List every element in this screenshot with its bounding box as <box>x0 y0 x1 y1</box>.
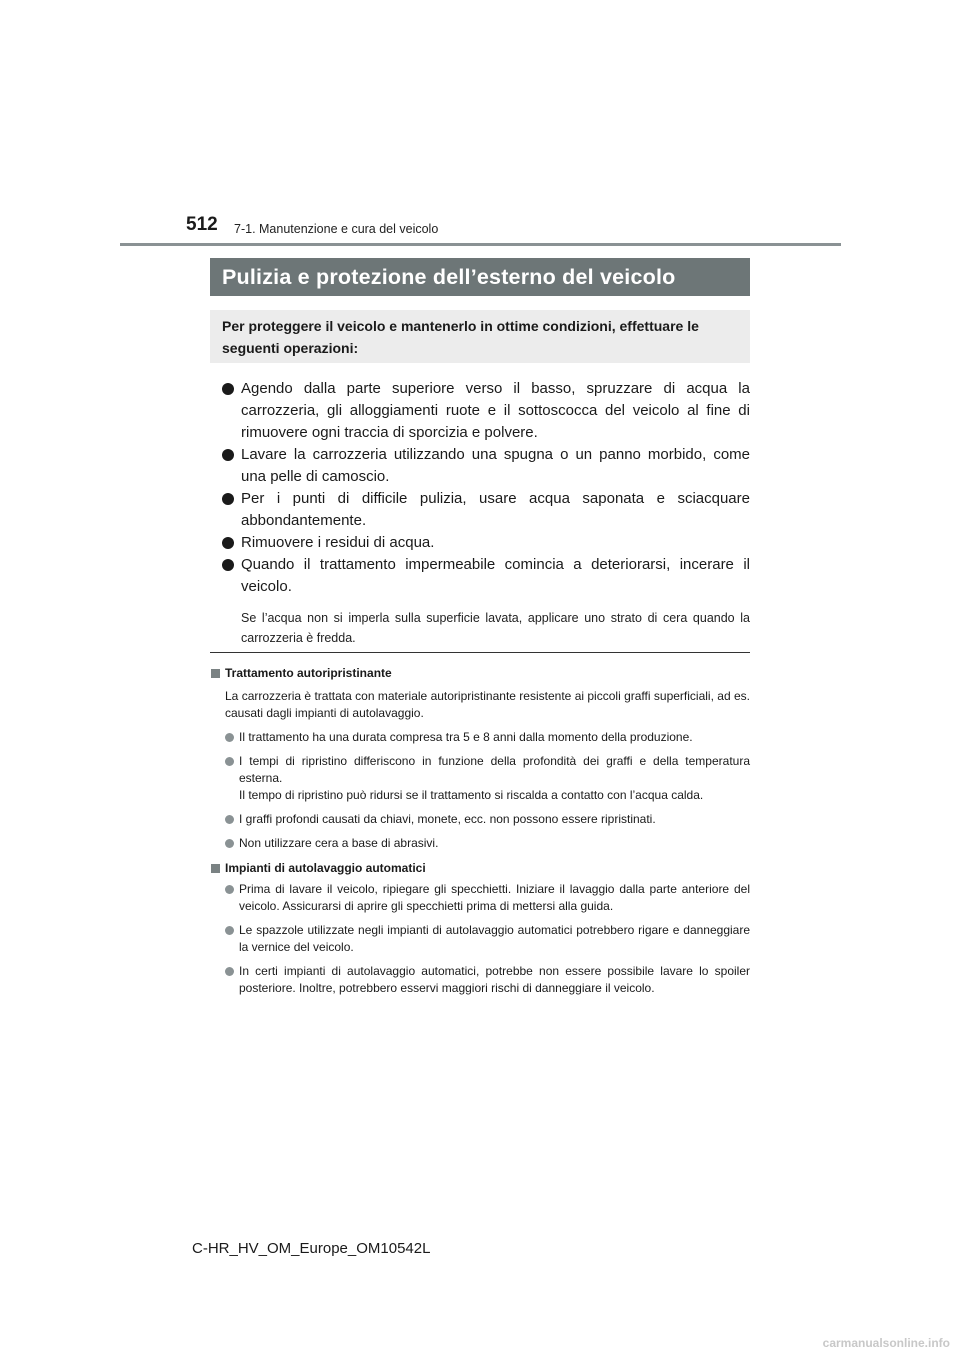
intro-box: Per proteggere il veicolo e mantenerlo in ottime condizioni, effettuare le seguenti operazioni: <box>210 310 750 363</box>
bullet-icon <box>225 757 234 766</box>
bullet-icon <box>225 733 234 742</box>
note-item: I graffi profondi causati da chiavi, monete, ecc. non possono essere ripristinati. <box>210 811 750 828</box>
main-note: Se l’acqua non si imperla sulla superficie lavata, applicare uno strato di cera quando la carrozzeria è fredda. <box>241 611 750 645</box>
square-bullet-icon <box>211 864 220 873</box>
list-item: Lavare la carrozzeria utilizzando una spugna o un panno morbido, come una pelle di camoscio. <box>210 444 750 488</box>
list-item: Agendo dalla parte superiore verso il basso, spruzzare di acqua la carrozzeria, gli alloggiamenti ruote e il sottoscocca del veicolo al fine di rimuovere ogni traccia di sporcizia e polvere. <box>210 378 750 444</box>
bullet-icon <box>222 449 234 461</box>
note-item: Il trattamento ha una durata compresa tra 5 e 8 anni dalla momento della produzione. <box>210 729 750 746</box>
bullet-icon <box>222 383 234 395</box>
bullet-icon <box>225 815 234 824</box>
square-bullet-icon <box>211 669 220 678</box>
page-number: 512 <box>186 214 218 235</box>
content-divider <box>210 652 750 653</box>
bullet-icon <box>222 493 234 505</box>
bullet-icon <box>225 967 234 976</box>
page-title: Pulizia e protezione dell’esterno del veicolo <box>210 258 750 296</box>
main-list <box>210 378 750 648</box>
note-item: Prima di lavare il veicolo, ripiegare gli specchietti. Iniziare il lavaggio dalla parte anteriore del veicolo. Assicurarsi di aprire gli specchietti prima di mettersi alla guida. <box>210 881 750 915</box>
section-heading: Trattamento autoripristinante <box>210 665 750 682</box>
section-paragraph: La carrozzeria è trattata con materiale autoripristinante resistente ai piccoli graffi superficiali, ad es. causati dagli impianti di autolavaggio. <box>225 689 750 720</box>
list-item: Rimuovere i residui di acqua. <box>210 532 750 554</box>
header-rule <box>120 243 841 246</box>
notes-section <box>210 660 750 997</box>
note-item: I tempi di ripristino differiscono in funzione della profondità dei graffi e della temperatura esterna. Il tempo di ripristino può ridursi se il trattamento si riscalda a contatto con l’acqua calda. <box>210 753 750 804</box>
note-item: In certi impianti di autolavaggio automatici, potrebbe non essere possibile lavare lo spoiler posteriore. Inoltre, potrebbero esservi maggiori rischi di danneggiare il veicolo. <box>210 963 750 997</box>
list-item: Per i punti di difficile pulizia, usare acqua saponata e sciacquare abbondantemente. <box>210 488 750 532</box>
footer-doc-id: C-HR_HV_OM_Europe_OM10542L <box>192 1240 431 1257</box>
bullet-icon <box>225 885 234 894</box>
section-label: 7-1. Manutenzione e cura del veicolo <box>234 222 439 236</box>
bullet-icon <box>222 537 234 549</box>
section-heading: Impianti di autolavaggio automatici <box>210 860 750 877</box>
list-item: Quando il trattamento impermeabile comincia a deteriorarsi, incerare il veicolo. <box>210 554 750 598</box>
bullet-icon <box>222 559 234 571</box>
note-item: Le spazzole utilizzate negli impianti di autolavaggio automatici potrebbero rigare e danneggiare la vernice del veicolo. <box>210 922 750 956</box>
watermark: carmanualsonline.info <box>822 1336 950 1350</box>
note-item: Non utilizzare cera a base di abrasivi. <box>210 835 750 852</box>
bullet-icon <box>225 926 234 935</box>
page-header <box>186 214 846 244</box>
bullet-icon <box>225 839 234 848</box>
